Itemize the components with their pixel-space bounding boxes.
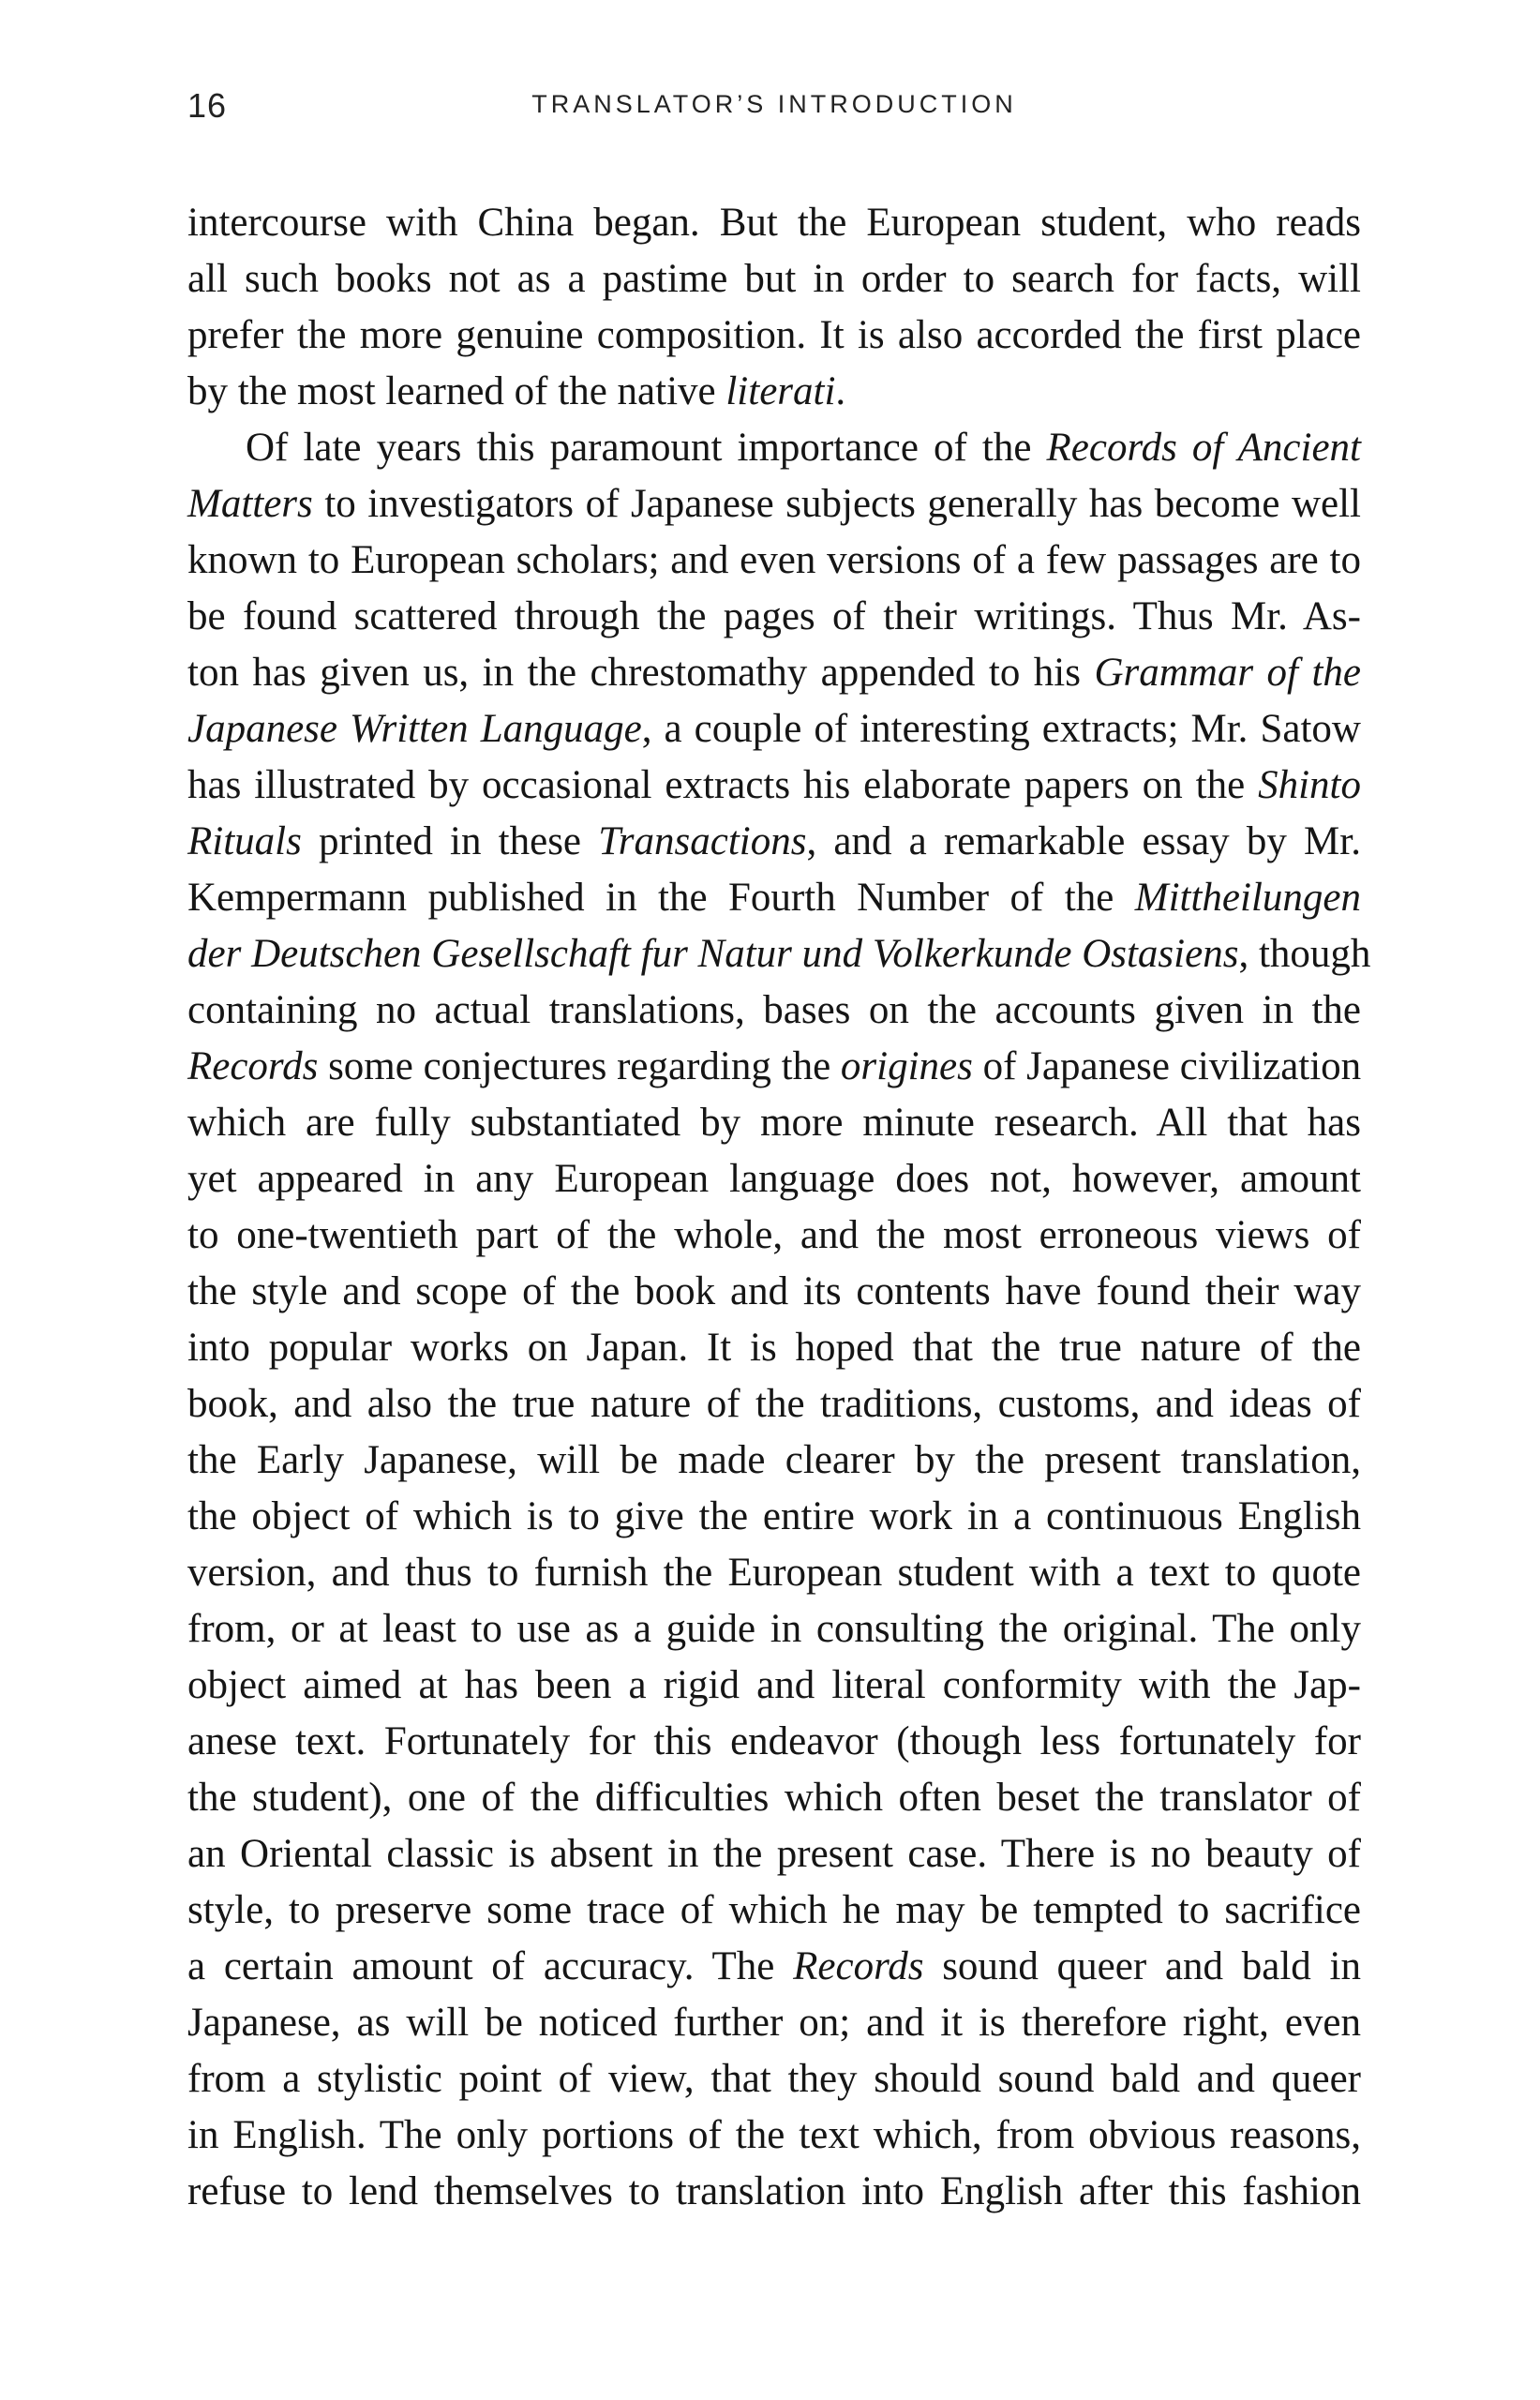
text-line <box>187 926 1371 982</box>
text-line <box>187 1095 1361 1151</box>
text-line <box>187 1882 1361 1939</box>
text-line <box>187 589 1361 645</box>
text-line <box>187 701 1361 758</box>
text-run: some conjectures regarding the <box>318 1044 841 1088</box>
text-run: yet appeared in any European language does not, however, amount <box>187 1157 1361 1201</box>
text-line <box>187 1658 1361 1714</box>
text-line <box>187 308 1361 364</box>
text-line <box>187 2051 1361 2108</box>
italic-text: origines <box>840 1044 973 1088</box>
running-title: TRANSLATOR’S INTRODUCTION <box>531 90 1017 118</box>
text-run: by the most learned of the native <box>187 369 726 413</box>
text-run: from a stylistic point of view, that they should sound bald and queer <box>187 2057 1361 2101</box>
text-line <box>187 364 1361 420</box>
text-run: ton has given us, in the chrestomathy appended to his <box>187 651 1095 695</box>
italic-text: der Deutschen Gesellschaft fur Natur und Volkerkunde Ostasiens <box>187 932 1239 976</box>
text-line <box>187 1995 1361 2051</box>
text-run: Japanese, as will be noticed further on; and it is therefore right, even <box>187 2001 1361 2045</box>
text-run: the object of which is to give the entire work in a continuous English <box>187 1494 1361 1538</box>
text-run: . <box>835 369 846 413</box>
text-run: a certain amount of accuracy. The <box>187 1944 794 1988</box>
text-run: of Japanese civilization <box>972 1044 1362 1088</box>
text-line <box>187 251 1361 308</box>
italic-text: Japanese Written Language <box>187 707 642 751</box>
text-line <box>187 420 1361 476</box>
text-run: an Oriental classic is absent in the present case. There is no beauty of <box>187 1832 1361 1876</box>
text-run: book, and also the true nature of the traditions, customs, and ideas of <box>187 1382 1361 1426</box>
italic-text: Rituals <box>187 819 302 863</box>
body-text <box>187 195 1371 2220</box>
text-run: all such books not as a pastime but in order to search for facts, will <box>187 257 1361 301</box>
text-run: , though <box>1238 932 1371 976</box>
text-line <box>187 476 1361 532</box>
text-run: object aimed at has been a rigid and literal conformity with the Jap- <box>187 1663 1361 1707</box>
italic-text: Records <box>793 1944 924 1988</box>
text-line <box>187 2108 1361 2164</box>
text-run: the student), one of the difficulties which often beset the translator of <box>187 1776 1361 1820</box>
text-line <box>187 1826 1361 1882</box>
text-line <box>187 1545 1361 1601</box>
text-run: Of late years this paramount importance of the <box>246 426 1047 470</box>
text-run: known to European scholars; and even versions of a few passages are to <box>187 538 1361 582</box>
text-line <box>187 195 1361 251</box>
text-run: be found scattered through the pages of their writings. Thus Mr. As- <box>187 594 1361 638</box>
text-line <box>187 1376 1361 1432</box>
italic-text: Grammar of the <box>1094 651 1362 695</box>
text-run: to one-twentieth part of the whole, and the most erroneous views of <box>187 1213 1361 1257</box>
text-run: the style and scope of the book and its contents have found their way <box>187 1269 1361 1313</box>
italic-text: Records <box>187 1044 319 1088</box>
italic-text: Transactions <box>598 819 807 863</box>
text-line <box>187 1320 1361 1376</box>
text-line <box>187 1714 1361 1770</box>
text-line <box>187 1264 1361 1320</box>
page-number: 16 <box>187 86 228 125</box>
text-line <box>187 532 1361 589</box>
text-line <box>187 1208 1361 1264</box>
text-line <box>187 1939 1361 1995</box>
italic-text: Mittheilungen <box>1134 876 1361 920</box>
italic-text: Shinto <box>1258 763 1361 807</box>
text-line <box>187 1432 1361 1489</box>
text-run: prefer the more genuine composition. It is also accorded the first place <box>187 313 1361 357</box>
text-run: intercourse with China began. But the European student, who reads <box>187 201 1361 245</box>
running-head <box>187 86 1361 131</box>
text-line <box>187 1151 1361 1208</box>
text-run: into popular works on Japan. It is hoped that the true nature of the <box>187 1326 1361 1370</box>
text-line <box>187 814 1361 870</box>
text-line <box>187 645 1361 701</box>
italic-text: Records of Ancient <box>1046 426 1361 470</box>
text-run: style, to preserve some trace of which he may be tempted to sacrifice <box>187 1888 1361 1932</box>
text-run: , a couple of interesting extracts; Mr. Satow <box>641 707 1361 751</box>
text-run: to investigators of Japanese subjects generally has become well <box>312 482 1361 526</box>
text-line <box>187 2164 1361 2220</box>
text-run: has illustrated by occasional extracts his elaborate papers on the <box>187 763 1259 807</box>
text-run: , and a remarkable essay by Mr. <box>806 819 1361 863</box>
text-run: anese text. Fortunately for this endeavor (though less fortunately for <box>187 1719 1361 1763</box>
text-line <box>187 1770 1361 1826</box>
text-run: the Early Japanese, will be made clearer by the present translation, <box>187 1438 1361 1482</box>
italic-text: literati <box>725 369 836 413</box>
text-run: refuse to lend themselves to translation into English after this fashion <box>187 2169 1361 2213</box>
text-line <box>187 982 1361 1039</box>
text-line <box>187 1489 1361 1545</box>
text-line <box>187 1601 1361 1658</box>
text-run: in English. The only portions of the text which, from obvious reasons, <box>187 2113 1361 2157</box>
text-line <box>187 758 1361 814</box>
text-line <box>187 1039 1361 1095</box>
text-run: containing no actual translations, bases on the accounts given in the <box>187 988 1361 1032</box>
text-run: from, or at least to use as a guide in consulting the original. The only <box>187 1607 1361 1651</box>
text-run: sound queer and bald in <box>923 1944 1361 1988</box>
text-run: Kempermann published in the Fourth Number of the <box>187 876 1135 920</box>
text-run: which are fully substantiated by more minute research. All that has <box>187 1101 1361 1145</box>
text-line <box>187 870 1361 926</box>
text-run: printed in these <box>301 819 599 863</box>
text-run: version, and thus to furnish the European student with a text to quote <box>187 1551 1361 1595</box>
italic-text: Matters <box>187 482 313 526</box>
